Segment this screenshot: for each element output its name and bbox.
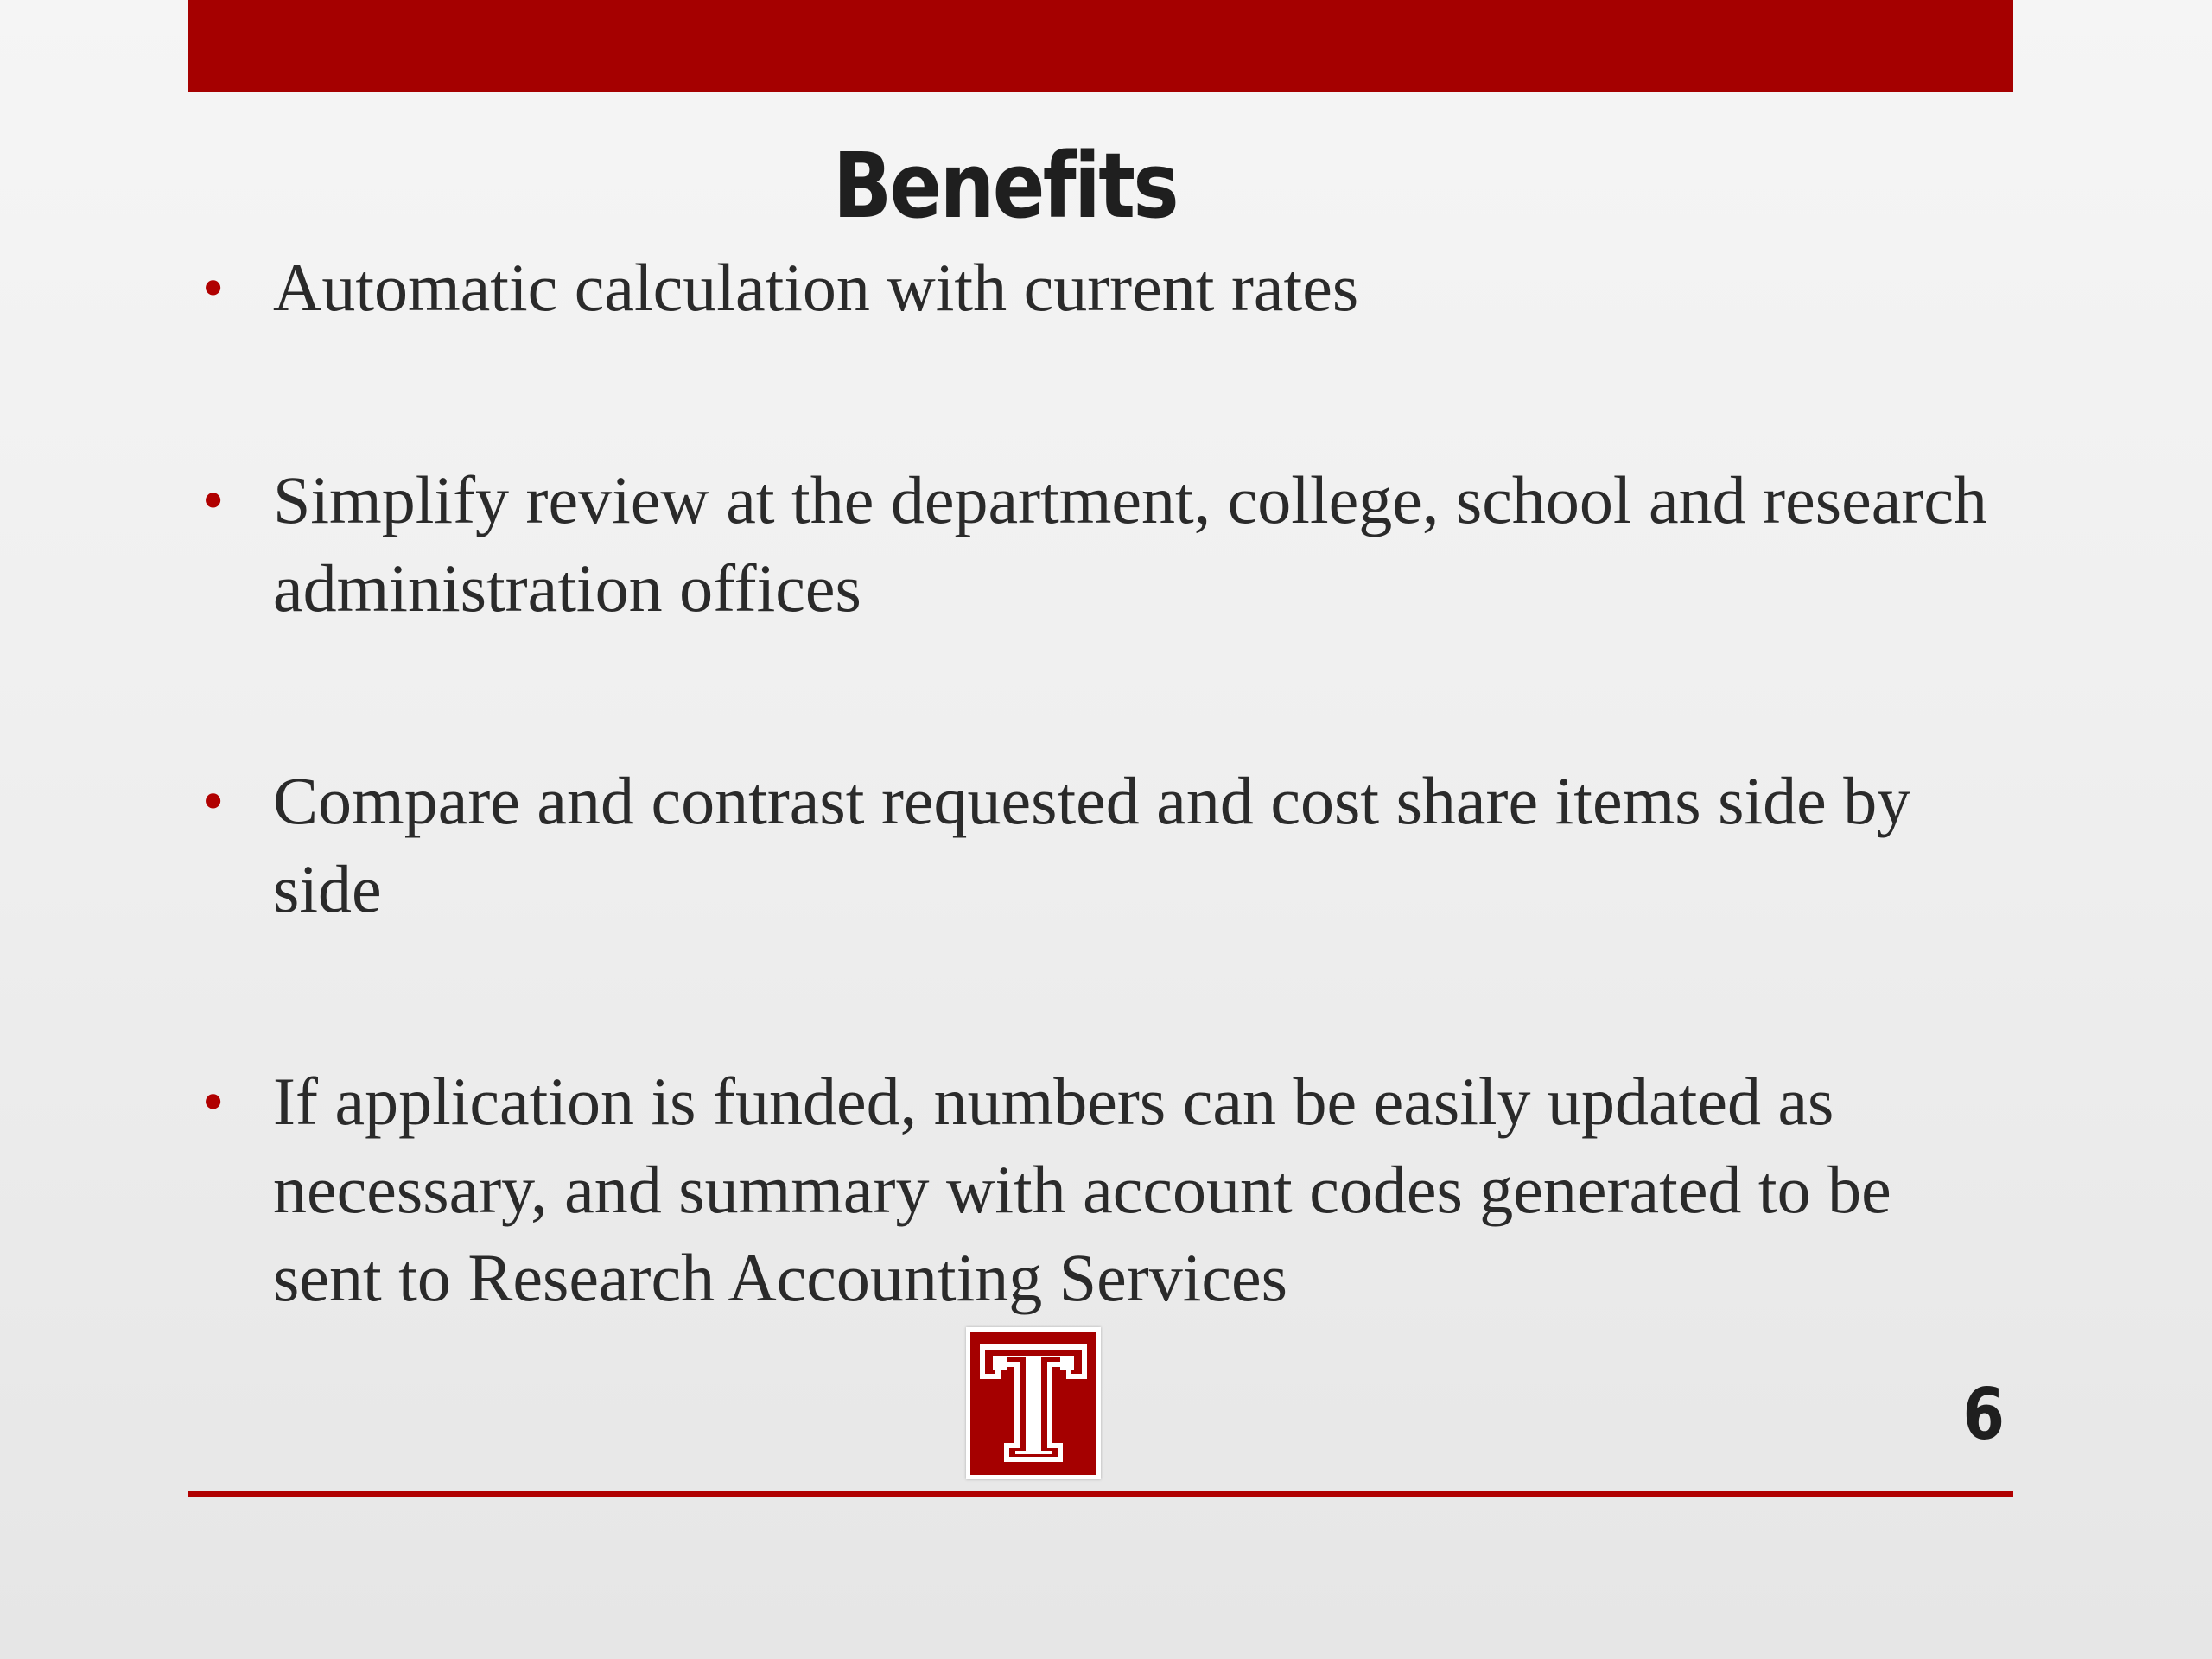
temple-t-logo-icon (966, 1327, 1101, 1479)
slide-title: Benefits (832, 133, 1178, 238)
page-number: 6 (1962, 1374, 2005, 1456)
bullet-text: Simplify review at the department, college, school and research administration offices (273, 462, 1987, 626)
bullet-marker: • (202, 253, 225, 322)
bullet-text: Compare and contrast requested and cost share items side by side (273, 763, 1911, 926)
bullet-marker: • (202, 466, 225, 535)
bullet-text: Automatic calculation with current rates (273, 250, 1359, 325)
bottom-rule (188, 1491, 2013, 1497)
bullet-marker: • (202, 1067, 225, 1136)
bullet-text: If application is funded, numbers can be easily updated as necessary, and summary with account codes generated to be sent to Research Accounting Services (273, 1064, 1891, 1315)
bullet-marker: • (202, 766, 225, 836)
top-banner-bar (188, 0, 2013, 92)
